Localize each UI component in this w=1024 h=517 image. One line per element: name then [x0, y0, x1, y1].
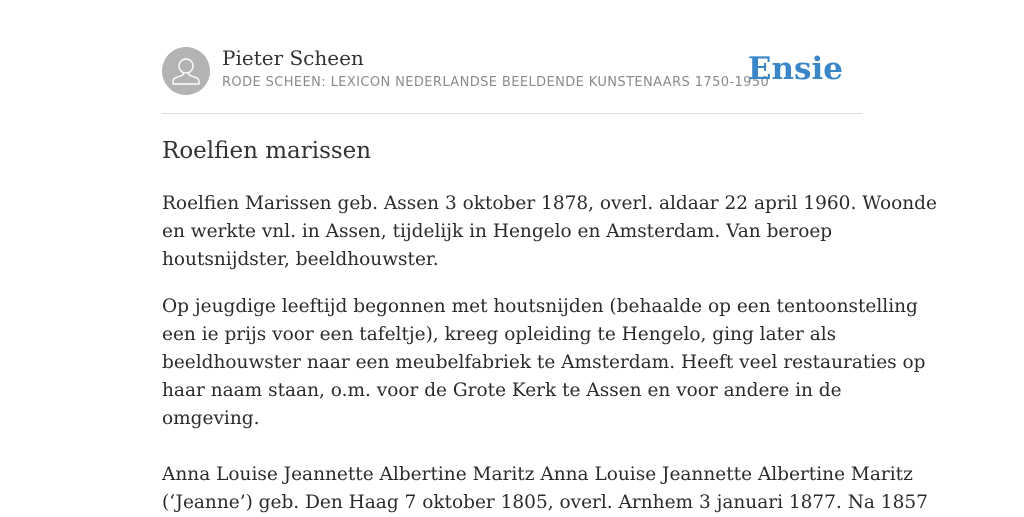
document-page [162, 0, 937, 513]
paragraph-line: een ie prijs voor een tafeltje), kreeg opleiding te Hengelo, ging later als [162, 324, 837, 345]
article-title: Roelfien marissen [162, 138, 372, 164]
paragraph-line: omgeving. [162, 408, 260, 429]
article-paragraph [162, 190, 937, 274]
author-name[interactable]: Pieter Scheen [222, 46, 364, 70]
paragraph-line: houtsnijdster, beeldhouwster. [162, 249, 439, 270]
user-avatar-icon[interactable] [162, 47, 210, 95]
paragraph-line: en werkte vnl. in Assen, tijdelijk in Hengelo en Amsterdam. Van beroep [162, 221, 833, 242]
source-label[interactable]: RODE SCHEEN: LEXICON NEDERLANDSE BEELDENDE KUNSTENAARS 1750-1950 [222, 75, 770, 90]
header [162, 0, 862, 114]
article-paragraph [162, 293, 926, 433]
paragraph-line: beeldhouwster naar een meubelfabriek te Amsterdam. Heeft veel restauraties op [162, 352, 926, 373]
article-paragraph [162, 461, 928, 517]
paragraph-line: Op jeugdige leeftijd begonnen met houtsnijden (behaalde op een tentoonstelling [162, 296, 918, 317]
ensie-logo[interactable]: Ensie [747, 51, 843, 87]
paragraph-line: haar naam staan, o.m. voor de Grote Kerk te Assen en voor andere in de [162, 380, 842, 401]
paragraph-line: Roelfien Marissen geb. Assen 3 oktober 1878, overl. aldaar 22 april 1960. Woonde [162, 193, 937, 214]
paragraph-line: (‘Jeanne’) geb. Den Haag 7 oktober 1805, overl. Arnhem 3 januari 1877. Na 1857 [162, 492, 928, 513]
paragraph-line: Anna Louise Jeannette Albertine Maritz Anna Louise Jeannette Albertine Maritz [162, 464, 913, 485]
